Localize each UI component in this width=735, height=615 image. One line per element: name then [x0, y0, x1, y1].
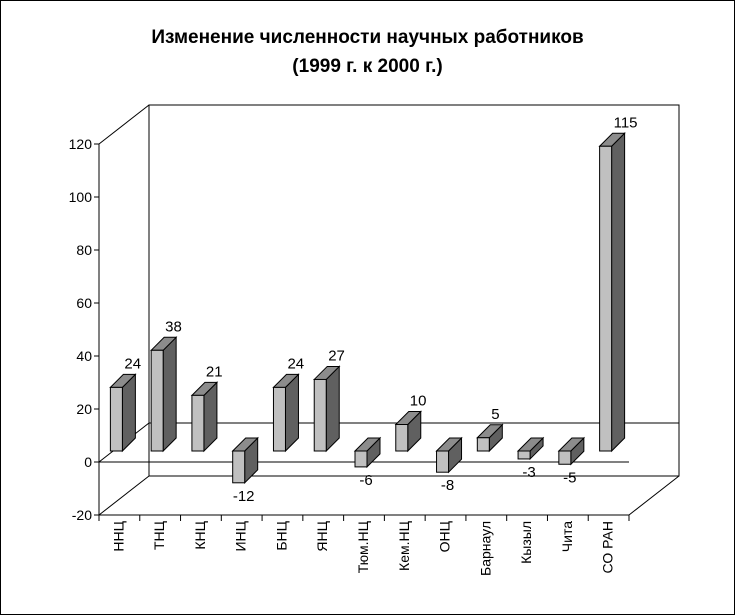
chart-subtitle: (1999 г. к 2000 г.) — [292, 56, 443, 77]
bar-front — [559, 451, 571, 464]
x-tick-label: ННЦ — [110, 521, 127, 552]
x-tick-label: ИНЦ — [232, 521, 249, 552]
y-tick-label: 80 — [76, 242, 92, 258]
bar-side — [612, 133, 625, 451]
side-wall-bottom-edge — [99, 476, 149, 515]
x-tick-label: ОНЦ — [436, 521, 453, 553]
bar — [110, 374, 135, 451]
data-label: 115 — [613, 114, 638, 132]
y-tick-label: 100 — [68, 189, 92, 205]
bar-front — [477, 438, 489, 451]
data-label: -6 — [359, 471, 373, 489]
bar-front — [314, 379, 326, 451]
x-tick-label: Тюм.НЦ — [355, 521, 371, 574]
y-tick-label: 40 — [76, 348, 92, 364]
data-label: 24 — [287, 355, 305, 373]
x-axis — [99, 515, 629, 576]
x-tick-label: Барнаул — [477, 521, 494, 576]
data-label: -12 — [232, 487, 255, 505]
data-label: 24 — [124, 355, 142, 373]
y-axis — [69, 136, 99, 523]
x-tick-label: СО РАН — [599, 521, 616, 574]
bar — [477, 425, 502, 451]
bar — [151, 337, 176, 451]
data-label: -5 — [563, 469, 577, 487]
y-tick-label: 20 — [76, 401, 92, 417]
bar-front — [233, 451, 245, 483]
x-tick-label: Чита — [558, 521, 575, 553]
bar — [396, 412, 421, 452]
x-tick-label: ТНЦ — [151, 521, 168, 551]
bar-side — [163, 337, 176, 451]
y-tick-label: 120 — [68, 136, 92, 152]
bar-front — [355, 451, 367, 467]
plot-area — [1, 1, 734, 614]
x-tick-label: ЯНЦ — [314, 521, 331, 552]
bar-front — [600, 146, 612, 451]
bar-front — [192, 395, 204, 451]
bar — [518, 438, 543, 459]
bar — [314, 366, 339, 451]
x-tick-label: БНЦ — [273, 521, 290, 551]
bar — [600, 133, 625, 451]
y-tick-label: 60 — [76, 295, 92, 311]
data-label: -3 — [522, 463, 536, 481]
x-tick-label: Кем.НЦ — [395, 521, 412, 571]
floor-right-edge — [629, 476, 679, 515]
data-label: 27 — [328, 347, 345, 365]
bar-front — [396, 425, 408, 452]
data-label: -8 — [440, 477, 455, 495]
side-wall-top-edge — [99, 105, 149, 144]
data-label: 21 — [205, 363, 223, 381]
x-tick-label: Кызыл — [518, 521, 535, 564]
bar-front — [437, 451, 449, 472]
bar-front — [273, 387, 285, 451]
bar — [273, 374, 298, 451]
bar — [192, 382, 217, 451]
bar — [355, 438, 380, 467]
data-label: 38 — [165, 318, 182, 336]
x-tick-label: КНЦ — [191, 521, 208, 550]
data-label: 5 — [491, 405, 500, 423]
bar — [437, 438, 462, 472]
bar-front — [151, 350, 163, 451]
chart-walls — [99, 105, 679, 515]
bar-side — [326, 366, 339, 451]
bar-front — [518, 451, 530, 459]
y-tick-label: -20 — [71, 507, 92, 523]
data-label: 10 — [409, 392, 427, 410]
bar — [559, 438, 584, 464]
bar-front — [110, 387, 122, 451]
chart-title: Изменение численности научных работников — [151, 27, 584, 48]
bars — [110, 133, 624, 483]
y-tick-label: 0 — [84, 454, 92, 470]
